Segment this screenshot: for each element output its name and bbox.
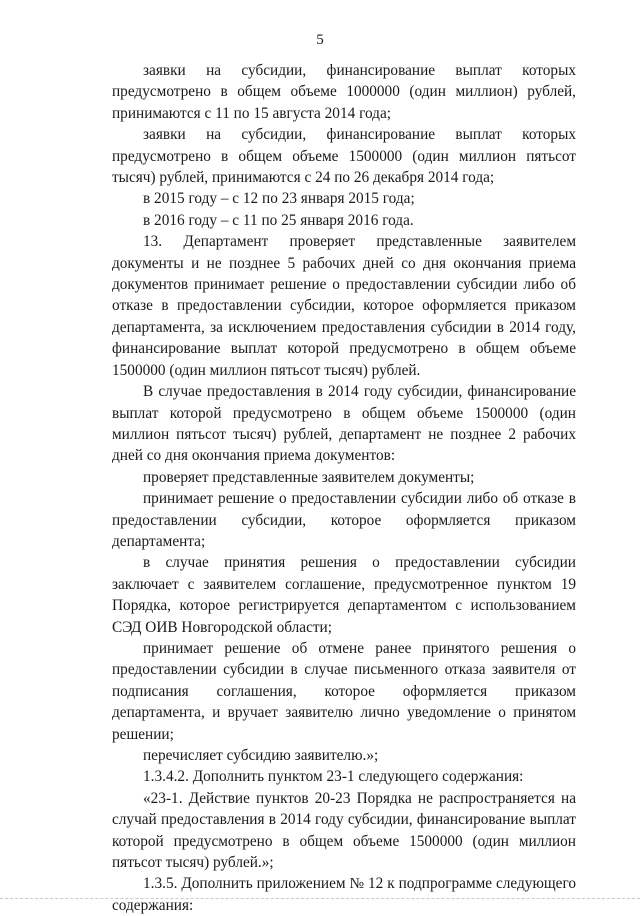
paragraph-december-applications: заявки на субсидии, финансирование выплат которых предусмотрено в общем объеме 1500000 (один миллион пятьсот тысяч) рублей, принимаются с 24 по 26 декабря 2014 года;: [112, 126, 576, 187]
paragraph-concludes-agreement: в случае принятия решения о предоставлении субсидии заключает с заявителем соглашение, предусмотренное пунктом 19 Порядка, которое регистрируется департаментом с использованием СЭД ОИВ Новгородской области;: [112, 554, 576, 636]
paragraph-2016-dates: в 2016 году – с 11 по 25 января 2016 года.: [143, 211, 414, 229]
scan-edge-line: [0, 898, 640, 899]
paragraph-2015-dates: в 2015 году – с 12 по 23 января 2015 года;: [143, 190, 415, 208]
paragraph-checks-documents: проверяет представленные заявителем документы;: [143, 468, 475, 486]
paragraph-1-3-5: 1.3.5. Дополнить приложением № 12 к подпрограмме следующего содержания:: [112, 875, 576, 914]
paragraph-item-23-1: «23-1. Действие пунктов 20-23 Порядка не распространяется на случай предоставления в 2014 году субсидии, финансирование выплат которой предусмотрено в общем объеме 1500000 (один миллион пятьсот тысяч) рублей.»;: [112, 789, 576, 872]
paragraph-makes-decision: принимает решение о предоставлении субсидии либо об отказе в предоставлении субсидии, которое оформляется приказом департамента;: [112, 490, 576, 550]
document-body: [112, 60, 576, 916]
paragraph-cancels-decision: принимает решение об отмене ранее принятого решения о предоставлении субсидии в случае письменного отказа заявителя от подписания соглашения, которое оформляется приказом департамента, и вручает заявителю лично уведомление о принятом решении;: [112, 639, 576, 743]
paragraph-1-3-4-2: 1.3.4.2. Дополнить пунктом 23-1 следующего содержания:: [143, 768, 524, 786]
paragraph-2014-case: В случае предоставления в 2014 году субсидии, финансирование выплат которой предусмотрено в общем объеме 1500000 (один миллион пятьсот тысяч) рублей, департамент не позднее 2 рабочих дней со дня окончания приема документов:: [112, 383, 576, 465]
paragraph-transfers-subsidy: перечисляет субсидию заявителю.»;: [143, 747, 379, 764]
page-number: 5: [316, 32, 324, 48]
paragraph-august-applications: заявки на субсидии, финансирование выплат которых предусмотрено в общем объеме 1000000 (один миллион) рублей, принимаются с 11 по 15 августа 2014 года;: [112, 62, 576, 122]
paragraph-item-13: 13. Департамент проверяет представленные заявителем документы и не позднее 5 рабочих дней со дня окончания приема документов принимает решение о предоставлении субсидии либо об отказе в предоставлении субсидии, которое оформляется приказом департамента, за исключением предоставления субсидии в 2014 году, финансирование выплат которой предусмотрено в общем объеме 1500000 (один миллион пятьсот тысяч) рублей.: [112, 233, 576, 379]
